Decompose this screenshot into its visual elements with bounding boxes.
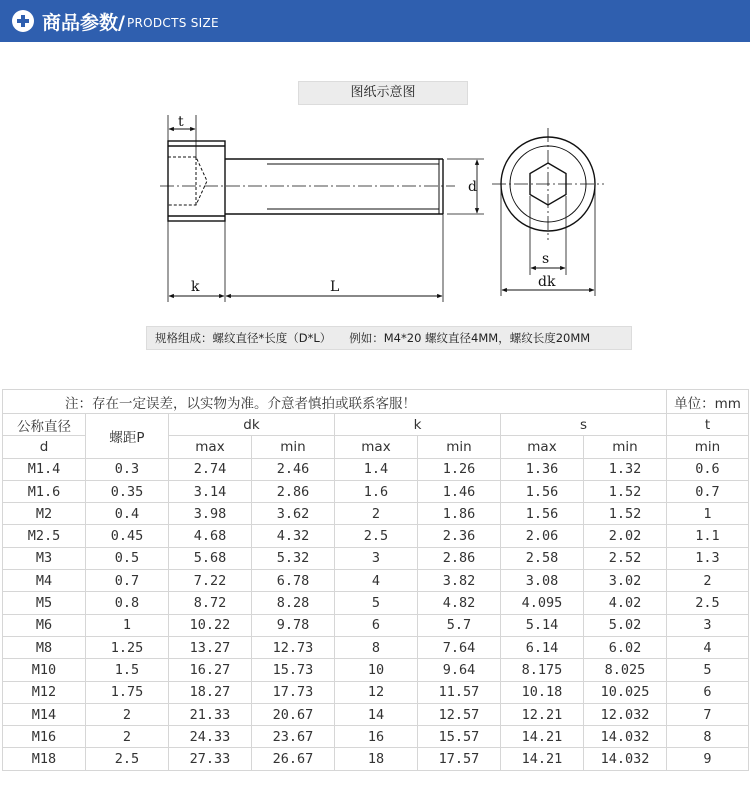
- cell-dk-max: 4.68: [169, 525, 252, 547]
- dim-label-L: L: [330, 279, 340, 295]
- cell-s-max: 1.56: [501, 480, 584, 502]
- cell-k-min: 5.7: [418, 614, 501, 636]
- cell-size: M6: [3, 614, 86, 636]
- cell-s-min: 2.02: [584, 525, 667, 547]
- cell-s-min: 6.02: [584, 636, 667, 658]
- dim-label-d: d: [468, 179, 477, 195]
- table-row: [3, 570, 749, 592]
- cell-size: M10: [3, 659, 86, 681]
- cell-pitch: 2: [86, 726, 169, 748]
- cell-s-max: 5.14: [501, 614, 584, 636]
- table-row: [3, 636, 749, 658]
- cell-k-min: 7.64: [418, 636, 501, 658]
- cell-k-min: 2.36: [418, 525, 501, 547]
- cell-dk-max: 16.27: [169, 659, 252, 681]
- header-banner: [0, 0, 750, 42]
- dim-label-s: s: [542, 251, 550, 267]
- cell-s-max: 2.06: [501, 525, 584, 547]
- cell-s-max: 3.08: [501, 570, 584, 592]
- cell-size: M8: [3, 636, 86, 658]
- cell-dk-max: 13.27: [169, 636, 252, 658]
- cell-k-max: 2.5: [335, 525, 418, 547]
- cell-t-min: 0.6: [667, 458, 749, 480]
- cell-k-max: 10: [335, 659, 418, 681]
- cell-k-min: 11.57: [418, 681, 501, 703]
- cell-s-min: 2.52: [584, 547, 667, 569]
- cell-k-max: 4: [335, 570, 418, 592]
- header-k-min: min: [418, 436, 501, 458]
- header-dk-min: min: [252, 436, 335, 458]
- header-dk: dk: [169, 414, 335, 436]
- cell-size: M2: [3, 503, 86, 525]
- cell-k-min: 15.57: [418, 726, 501, 748]
- header-k: k: [335, 414, 501, 436]
- header-s-max: max: [501, 436, 584, 458]
- cell-dk-min: 26.67: [252, 748, 335, 770]
- table-row: [3, 525, 749, 547]
- cell-size: M1.4: [3, 458, 86, 480]
- cell-dk-max: 27.33: [169, 748, 252, 770]
- spec-table: [2, 389, 749, 771]
- table-row: [3, 614, 749, 636]
- cell-pitch: 0.7: [86, 570, 169, 592]
- cell-t-min: 8: [667, 726, 749, 748]
- cell-size: M18: [3, 748, 86, 770]
- cell-size: M1.6: [3, 480, 86, 502]
- cell-dk-max: 21.33: [169, 703, 252, 725]
- table-row: [3, 458, 749, 480]
- cell-k-max: 16: [335, 726, 418, 748]
- cell-s-min: 1.32: [584, 458, 667, 480]
- cell-s-max: 14.21: [501, 748, 584, 770]
- cell-s-max: 6.14: [501, 636, 584, 658]
- cell-k-min: 2.86: [418, 547, 501, 569]
- table-row: [3, 480, 749, 502]
- cell-size: M12: [3, 681, 86, 703]
- header-nominal-d: d: [3, 436, 86, 458]
- header-subtitle: PRODCTS SIZE: [126, 16, 219, 30]
- cell-k-max: 1.4: [335, 458, 418, 480]
- cell-t-min: 2: [667, 570, 749, 592]
- cell-s-max: 4.095: [501, 592, 584, 614]
- cell-k-max: 3: [335, 547, 418, 569]
- cell-dk-min: 6.78: [252, 570, 335, 592]
- cell-t-min: 5: [667, 659, 749, 681]
- cell-k-max: 12: [335, 681, 418, 703]
- cell-k-max: 8: [335, 636, 418, 658]
- cell-k-min: 17.57: [418, 748, 501, 770]
- spec-table-body: [3, 458, 749, 770]
- cell-dk-min: 3.62: [252, 503, 335, 525]
- cell-t-min: 4: [667, 636, 749, 658]
- cell-k-max: 18: [335, 748, 418, 770]
- cell-s-min: 1.52: [584, 480, 667, 502]
- cell-size: M2.5: [3, 525, 86, 547]
- table-row: [3, 503, 749, 525]
- screw-drawing: [0, 110, 750, 320]
- example-text: 例如：M4*20 螺纹直径4MM，螺纹长度20MM: [349, 331, 591, 345]
- table-row: [3, 592, 749, 614]
- table-row: [3, 726, 749, 748]
- header-s: s: [501, 414, 667, 436]
- cell-s-max: 2.58: [501, 547, 584, 569]
- cell-s-min: 14.032: [584, 726, 667, 748]
- cell-pitch: 0.5: [86, 547, 169, 569]
- header-pitch: 螺距P: [86, 414, 169, 459]
- cell-k-max: 2: [335, 503, 418, 525]
- cell-pitch: 1.75: [86, 681, 169, 703]
- header-s-min: min: [584, 436, 667, 458]
- cell-dk-max: 3.14: [169, 480, 252, 502]
- cell-s-min: 5.02: [584, 614, 667, 636]
- cell-size: M3: [3, 547, 86, 569]
- cell-s-min: 8.025: [584, 659, 667, 681]
- cell-size: M5: [3, 592, 86, 614]
- table-row: [3, 547, 749, 569]
- cell-dk-max: 5.68: [169, 547, 252, 569]
- cell-dk-max: 8.72: [169, 592, 252, 614]
- cell-k-max: 1.6: [335, 480, 418, 502]
- dim-label-k: k: [191, 279, 200, 295]
- cell-t-min: 1.1: [667, 525, 749, 547]
- dim-label-t: t: [178, 114, 184, 130]
- table-row: [3, 659, 749, 681]
- cell-t-min: 1.3: [667, 547, 749, 569]
- screw-end-view: [492, 128, 604, 296]
- cell-k-max: 5: [335, 592, 418, 614]
- header-title: 商品参数/: [42, 11, 125, 34]
- cell-size: M14: [3, 703, 86, 725]
- cell-t-min: 1: [667, 503, 749, 525]
- cell-k-min: 9.64: [418, 659, 501, 681]
- cell-dk-max: 18.27: [169, 681, 252, 703]
- composition-text: 规格组成：螺纹直径*长度（D*L）: [155, 331, 332, 345]
- cell-pitch: 0.35: [86, 480, 169, 502]
- table-unit: 单位：mm: [667, 390, 749, 414]
- cell-size: M4: [3, 570, 86, 592]
- header-t: t: [667, 414, 749, 436]
- cell-s-min: 14.032: [584, 748, 667, 770]
- cell-s-max: 14.21: [501, 726, 584, 748]
- cell-s-max: 1.36: [501, 458, 584, 480]
- cell-pitch: 0.4: [86, 503, 169, 525]
- spec-composition-label: [146, 326, 632, 350]
- cell-pitch: 2: [86, 703, 169, 725]
- cell-dk-min: 8.28: [252, 592, 335, 614]
- cell-k-min: 3.82: [418, 570, 501, 592]
- plus-circle-icon: [12, 10, 34, 32]
- diagram-caption: 图纸示意图: [298, 81, 468, 105]
- cell-dk-min: 17.73: [252, 681, 335, 703]
- cell-s-min: 4.02: [584, 592, 667, 614]
- cell-pitch: 0.45: [86, 525, 169, 547]
- table-row: [3, 703, 749, 725]
- cell-dk-min: 2.86: [252, 480, 335, 502]
- cell-k-min: 1.86: [418, 503, 501, 525]
- cell-dk-max: 10.22: [169, 614, 252, 636]
- dim-label-dk: dk: [538, 274, 556, 290]
- table-row: [3, 681, 749, 703]
- cell-pitch: 1.25: [86, 636, 169, 658]
- cell-s-min: 10.025: [584, 681, 667, 703]
- cell-dk-max: 3.98: [169, 503, 252, 525]
- header-dk-max: max: [169, 436, 252, 458]
- cell-dk-min: 9.78: [252, 614, 335, 636]
- header-t-min: min: [667, 436, 749, 458]
- cell-size: M16: [3, 726, 86, 748]
- cell-s-max: 12.21: [501, 703, 584, 725]
- cell-k-min: 4.82: [418, 592, 501, 614]
- cell-pitch: 2.5: [86, 748, 169, 770]
- table-note: 注：存在一定误差，以实物为准。介意者慎拍或联系客服！: [3, 390, 667, 414]
- header-nominal-diameter: 公称直径: [3, 414, 86, 436]
- cell-s-max: 10.18: [501, 681, 584, 703]
- cell-dk-min: 4.32: [252, 525, 335, 547]
- cell-k-max: 14: [335, 703, 418, 725]
- cell-pitch: 1.5: [86, 659, 169, 681]
- cell-pitch: 1: [86, 614, 169, 636]
- cell-t-min: 3: [667, 614, 749, 636]
- cell-dk-min: 23.67: [252, 726, 335, 748]
- cell-s-max: 1.56: [501, 503, 584, 525]
- cell-dk-min: 12.73: [252, 636, 335, 658]
- cell-pitch: 0.8: [86, 592, 169, 614]
- cell-k-min: 1.26: [418, 458, 501, 480]
- cell-t-min: 2.5: [667, 592, 749, 614]
- screw-side-view: [160, 115, 484, 302]
- cell-k-min: 12.57: [418, 703, 501, 725]
- table-row: [3, 748, 749, 770]
- cell-s-max: 8.175: [501, 659, 584, 681]
- cell-t-min: 9: [667, 748, 749, 770]
- cell-dk-min: 15.73: [252, 659, 335, 681]
- cell-dk-min: 20.67: [252, 703, 335, 725]
- cell-t-min: 6: [667, 681, 749, 703]
- cell-s-min: 12.032: [584, 703, 667, 725]
- cell-dk-min: 2.46: [252, 458, 335, 480]
- cell-t-min: 0.7: [667, 480, 749, 502]
- cell-t-min: 7: [667, 703, 749, 725]
- cell-dk-max: 2.74: [169, 458, 252, 480]
- cell-k-min: 1.46: [418, 480, 501, 502]
- cell-dk-max: 24.33: [169, 726, 252, 748]
- cell-k-max: 6: [335, 614, 418, 636]
- cell-dk-min: 5.32: [252, 547, 335, 569]
- cell-s-min: 3.02: [584, 570, 667, 592]
- cell-s-min: 1.52: [584, 503, 667, 525]
- cell-pitch: 0.3: [86, 458, 169, 480]
- cell-dk-max: 7.22: [169, 570, 252, 592]
- header-k-max: max: [335, 436, 418, 458]
